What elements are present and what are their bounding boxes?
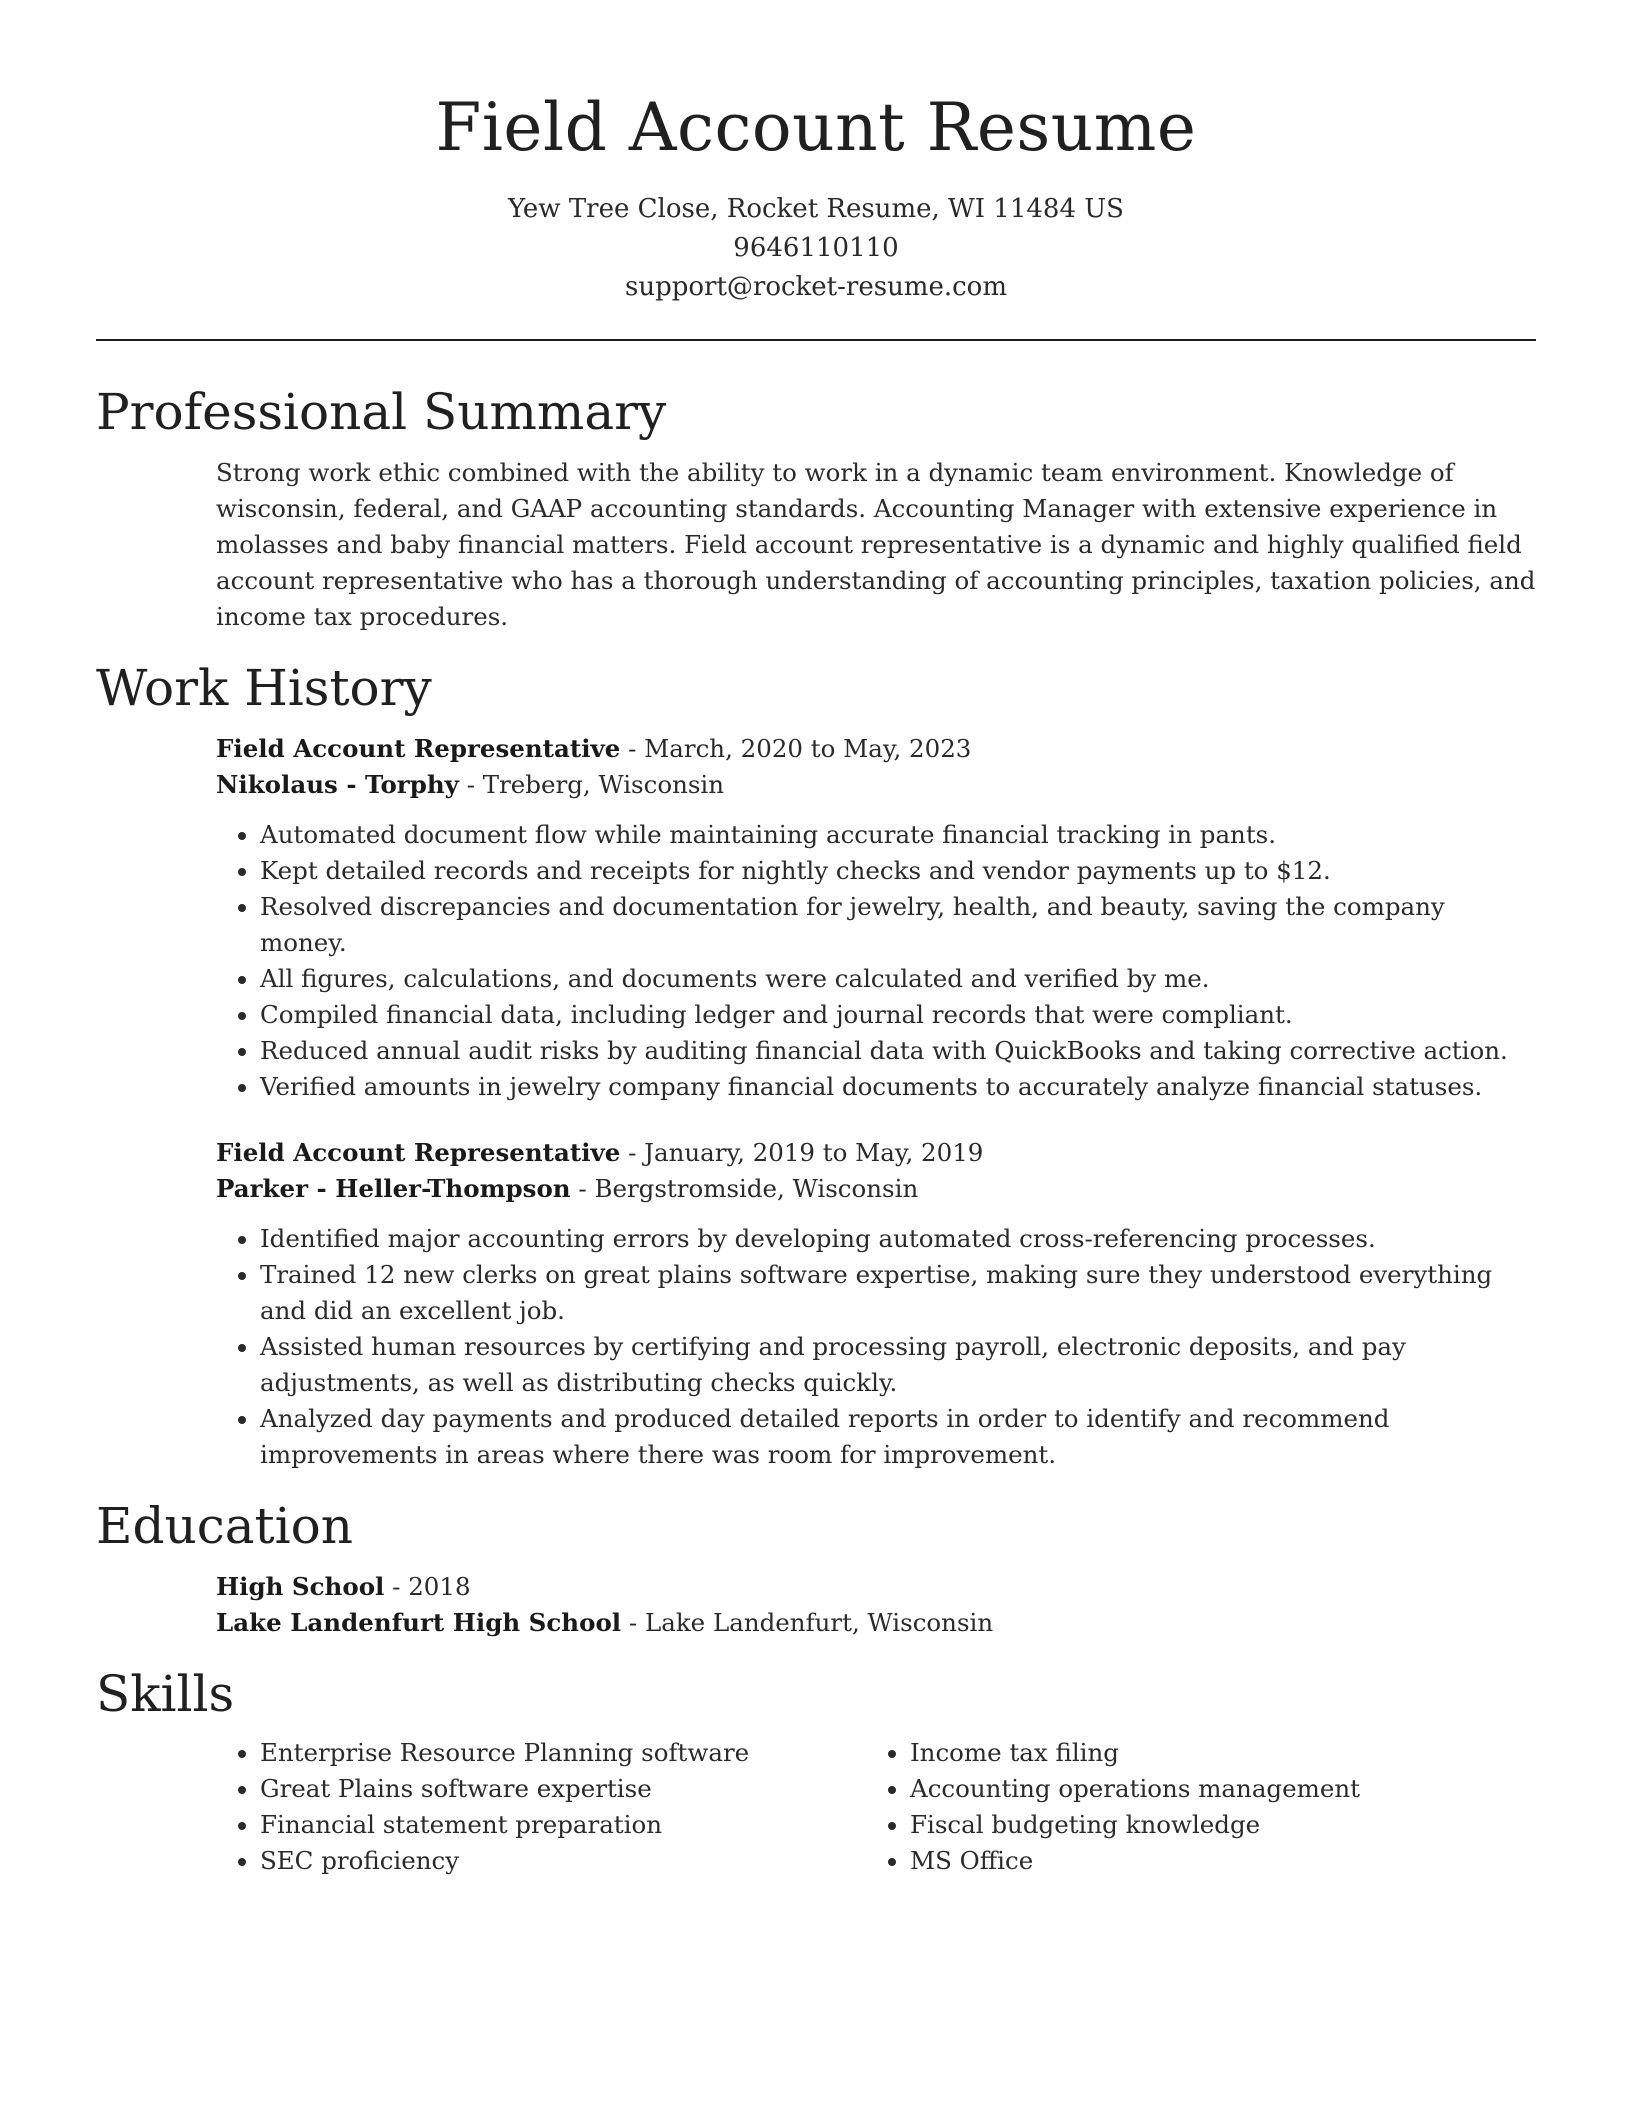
summary-heading: Professional Summary bbox=[96, 383, 667, 441]
job-bullet: • Resolved discrepancies and documentation for jewelry, health, and beauty, saving the company money. bbox=[260, 889, 1536, 961]
skill-item: • SEC proficiency bbox=[260, 1843, 866, 1879]
education-location: - Lake Landenfurt, Wisconsin bbox=[621, 1608, 994, 1637]
skills-heading: Skills bbox=[96, 1665, 235, 1723]
job-title-line bbox=[216, 731, 1536, 767]
job-location: - Bergstromside, Wisconsin bbox=[570, 1174, 919, 1203]
job-dates: - January, 2019 to May, 2019 bbox=[620, 1138, 984, 1167]
contact-email: support@rocket-resume.com bbox=[624, 272, 1007, 302]
job-entry bbox=[216, 1135, 1536, 1473]
job-role: Field Account Representative bbox=[216, 734, 621, 763]
skill-item: • Accounting operations management bbox=[910, 1771, 1516, 1807]
job-title-line bbox=[216, 1135, 1536, 1171]
education-year: - 2018 bbox=[384, 1572, 471, 1601]
resume-page bbox=[96, 0, 1536, 1879]
job-bullet: • All figures, calculations, and documents were calculated and verified by me. bbox=[260, 961, 1536, 997]
job-bullets bbox=[216, 1221, 1536, 1473]
summary-section bbox=[216, 455, 1536, 635]
job-bullet: • Identified major accounting errors by developing automated cross-referencing processes. bbox=[260, 1221, 1536, 1257]
resume-title: Field Account Resume bbox=[435, 89, 1197, 166]
skill-item: • MS Office bbox=[910, 1843, 1516, 1879]
education-entry bbox=[216, 1569, 1536, 1641]
job-bullet: • Automated document flow while maintaining accurate financial tracking in pants. bbox=[260, 817, 1536, 853]
job-bullet: • Trained 12 new clerks on great plains software expertise, making sure they understood everything and did an excellent job. bbox=[260, 1257, 1536, 1329]
job-bullet: • Compiled financial data, including ledger and journal records that were compliant. bbox=[260, 997, 1536, 1033]
contact-phone: 9646110110 bbox=[733, 233, 899, 263]
skill-item: • Financial statement preparation bbox=[260, 1807, 866, 1843]
job-bullet: • Assisted human resources by certifying and processing payroll, electronic deposits, and pay adjustments, as well as distributing checks quickly. bbox=[260, 1329, 1536, 1401]
job-bullet: • Reduced annual audit risks by auditing financial data with QuickBooks and taking corrective action. bbox=[260, 1033, 1536, 1069]
skill-item: • Fiscal budgeting knowledge bbox=[910, 1807, 1516, 1843]
job-company-line bbox=[216, 1171, 1536, 1207]
education-school-line bbox=[216, 1605, 1536, 1641]
job-dates: - March, 2020 to May, 2023 bbox=[620, 734, 972, 763]
skill-item: • Enterprise Resource Planning software bbox=[260, 1735, 866, 1771]
job-entry bbox=[216, 731, 1536, 1105]
job-bullets bbox=[216, 817, 1536, 1105]
header-divider bbox=[96, 339, 1536, 341]
skills-column-right bbox=[866, 1735, 1516, 1879]
skills-column-left bbox=[216, 1735, 866, 1879]
job-bullet: • Kept detailed records and receipts for nightly checks and vendor payments up to $12. bbox=[260, 853, 1536, 889]
education-degree-line bbox=[216, 1569, 1536, 1605]
job-location: - Treberg, Wisconsin bbox=[458, 770, 725, 799]
job-company: Nikolaus - Torphy bbox=[216, 770, 459, 799]
work-history-heading: Work History bbox=[96, 659, 432, 717]
summary-text: Strong work ethic combined with the ability to work in a dynamic team environment. Knowledge of wisconsin, federal, and GAAP accounting standards. Accounting Manager with extensive experience in molasses and baby financial matters. Field account representative is a dynamic and highly qualified field account representative who has a thorough understanding of accounting principles, taxation policies, and income tax procedures. bbox=[216, 458, 1536, 631]
skill-item: • Great Plains software expertise bbox=[260, 1771, 866, 1807]
contact-info bbox=[96, 190, 1536, 307]
education-school: Lake Landenfurt High School bbox=[216, 1608, 622, 1637]
education-degree: High School bbox=[216, 1572, 385, 1601]
job-role: Field Account Representative bbox=[216, 1138, 621, 1167]
job-company: Parker - Heller-Thompson bbox=[216, 1174, 571, 1203]
skills-list bbox=[216, 1735, 1536, 1879]
education-heading: Education bbox=[96, 1497, 353, 1555]
contact-address: Yew Tree Close, Rocket Resume, WI 11484 US bbox=[508, 194, 1124, 224]
job-company-line bbox=[216, 767, 1536, 803]
skill-item: • Income tax filing bbox=[910, 1735, 1516, 1771]
job-bullet: • Analyzed day payments and produced detailed reports in order to identify and recommend improvements in areas where there was room for improvement. bbox=[260, 1401, 1536, 1473]
job-bullet: • Verified amounts in jewelry company financial documents to accurately analyze financial statuses. bbox=[260, 1069, 1536, 1105]
